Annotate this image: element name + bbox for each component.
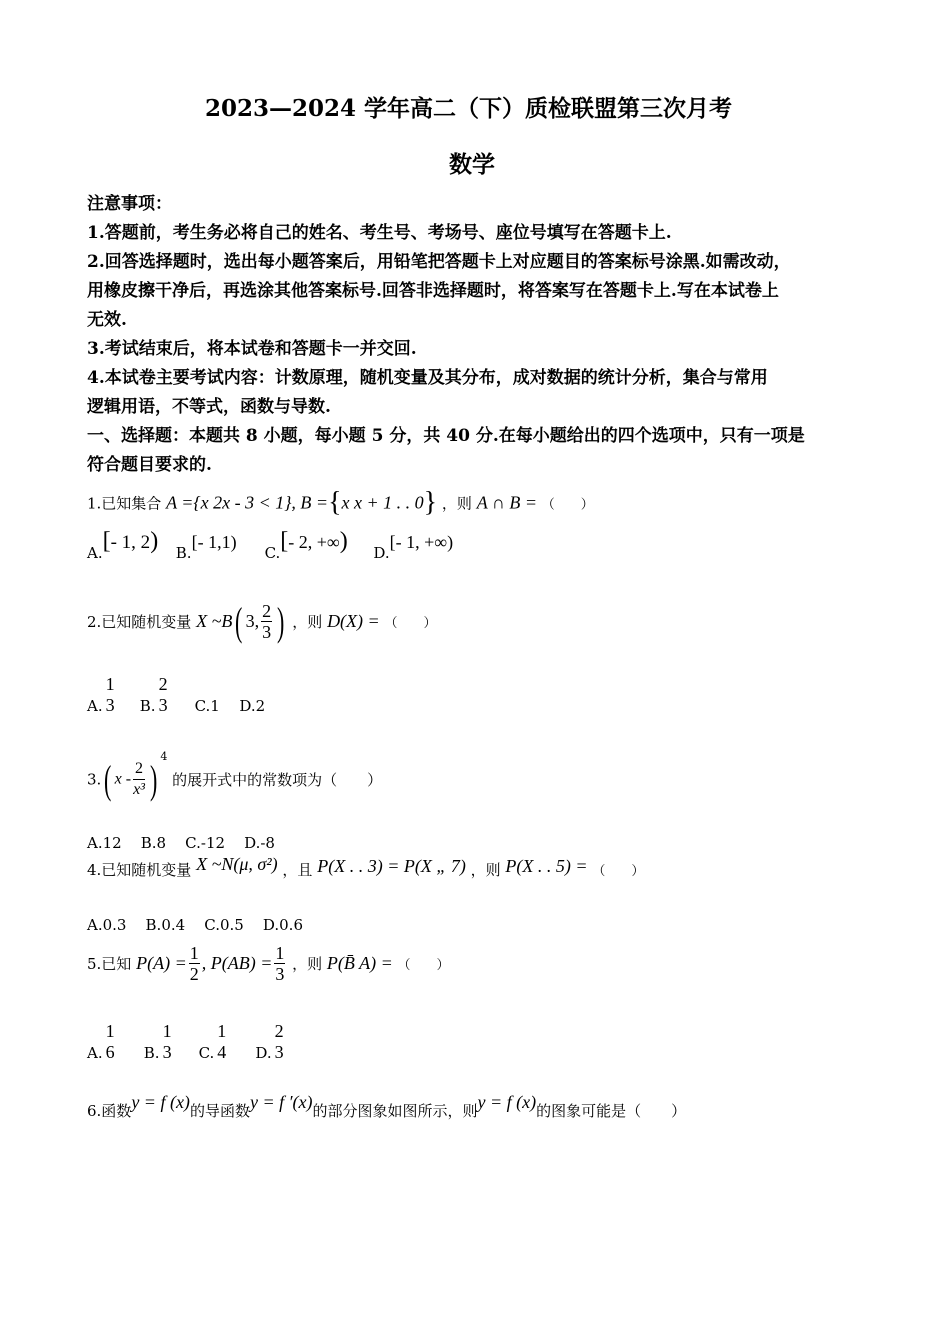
q1-option-a: A.[- 1, 2)	[87, 528, 159, 562]
notice-line: 1.答题前，考生务必将自己的姓名、考生号、考场号、座位号填写在答题卡上.	[87, 223, 672, 243]
q2-arg: 3,	[245, 611, 260, 631]
q3-power: 4	[160, 749, 168, 763]
q1-prefix: 1.已知集合	[87, 494, 162, 513]
section-heading: 一、选择题：本题共 8 小题，每小题 5 分，共 40 分.在每小题给出的四个选项中，只有一项是	[87, 426, 805, 446]
q1-expr: A ∩ B =	[476, 492, 537, 513]
q5-pa-fraction: $\frac{1}{2}$	[189, 943, 199, 984]
q5-option-a: A. 1 6	[87, 1021, 115, 1062]
q2-fraction: $\frac{2}{3}$	[262, 601, 272, 642]
q3-options: A.12 B.8 C.-12 D.-8	[87, 834, 275, 852]
q3-fraction: $\frac{2}{\text{x³}}$	[133, 760, 145, 798]
q6-prefix: 6.函数	[87, 1102, 132, 1120]
q6-t1: 的导函数	[189, 1102, 250, 1120]
q3-prefix: 3.	[87, 770, 102, 789]
q6-fprime: y = f ′(x)	[249, 1092, 313, 1112]
q1-option-c-math: - 2, +∞	[288, 532, 340, 552]
subject-title: 数学	[449, 151, 495, 178]
notice-line: 2.回答选择题时，选出每小题答案后，用铅笔把答题卡上对应题目的答案标号涂黑.如需改动，	[87, 252, 791, 272]
q4-prefix: 4.已知随机变量	[87, 861, 192, 879]
q1-options	[87, 528, 454, 565]
notice-line: 无效.	[87, 310, 127, 330]
q6-t2: 的部分图象如图所示，则	[312, 1102, 478, 1120]
question-6	[87, 1092, 687, 1121]
notice-line: 3.考试结束后，将本试卷和答题卡一并交回.	[87, 339, 417, 359]
q2-option-a: A. 1 3	[87, 674, 115, 715]
q2-expr: X ~B	[196, 611, 233, 631]
option-label: D.	[373, 544, 390, 562]
q4-expr: X ~N(μ, σ²)	[196, 854, 278, 874]
q5-middle: ，则	[292, 955, 323, 973]
q4-ask: P(X . . 5) =	[505, 856, 588, 876]
q5-options	[87, 1021, 287, 1062]
notice-line: 用橡皮擦干净后，再选涂其他答案标号.回答非选择题时，将答案写在答题卡上.写在本试卷上	[87, 281, 779, 301]
q5-option-c: C. 1 4	[198, 1021, 227, 1062]
q5-prefix: 5.已知	[87, 955, 132, 973]
q1-option-d-math: [- 1, +∞)	[389, 532, 454, 552]
q6-f: y = f (x)	[131, 1092, 190, 1112]
q1-option-b-math: [- 1,1)	[191, 532, 237, 552]
question-5	[87, 943, 450, 984]
q2-result: D(X) =	[327, 611, 380, 631]
q4-mid2: ，则	[470, 861, 501, 879]
q1-option-b	[175, 532, 260, 563]
q5-blank: （ ）	[397, 958, 450, 973]
q6-f2: y = f (x)	[477, 1092, 537, 1112]
q5-pab: , P(AB) =	[201, 953, 273, 973]
q2-middle: ，则	[292, 613, 323, 631]
q1-set-b: x x + 1 . . 0	[341, 492, 424, 513]
q2-option-b: B. 2 3	[139, 674, 168, 715]
q1-option-c: C.[- 2, +∞)	[264, 528, 348, 562]
q4-blank: （ ）	[592, 864, 645, 879]
page-title: 2023—2024 学年高二（下）质检联盟第三次月考	[205, 95, 733, 122]
notice-heading: 注意事项：	[87, 194, 172, 214]
q5-ask: P(B̄ A) =	[326, 953, 393, 973]
q1-option-a-math: - 1, 2	[110, 532, 151, 553]
q5-option-b: B. 1 3	[143, 1021, 172, 1062]
question-4	[87, 854, 645, 880]
q2-blank: （ ）	[384, 616, 437, 631]
q5-option-d: D. 2 3	[255, 1021, 284, 1062]
q2-option-c: C.1	[194, 697, 220, 715]
q2-option-d: D.2	[239, 697, 266, 715]
q3-x: x -	[114, 770, 132, 788]
option-label: A.	[87, 544, 103, 562]
q4-mid1: ，且	[282, 861, 313, 879]
q4-cond: P(X . . 3) = P(X „ 7)	[317, 856, 466, 876]
q2-prefix: 2.已知随机变量	[87, 613, 192, 631]
question-2: 2.已知随机变量 X ~B( 3, $\frac{2}{3}$ ) ，则 D(X) = （ ）	[87, 599, 437, 644]
question-1: 1.已知集合 A ={x 2x - 3 < 1}, B ={x x + 1 . . 0} ，则 A ∩ B = （ ）	[87, 487, 594, 518]
q1-option-d	[373, 532, 454, 563]
q1-blank: （ ）	[541, 497, 594, 513]
q6-t3: 的图象可能是（ ）	[536, 1102, 687, 1120]
question-3: 3.( x - $\frac{2}{\text{x³}}$ )$^4$ 的展开式中的常数项为（ ）	[87, 749, 383, 802]
q1-middle: ，则	[441, 494, 472, 513]
option-label: B.	[175, 544, 192, 562]
option-label: C.	[264, 544, 281, 562]
section-heading-cont: 符合题目要求的.	[87, 455, 212, 475]
q3-suffix: 的展开式中的常数项为（ ）	[172, 771, 383, 789]
q2-options	[87, 674, 265, 715]
notice-section	[87, 190, 805, 480]
notice-line: 逻辑用语，不等式，函数与导数.	[87, 397, 331, 417]
q4-options: A.0.3 B.0.4 C.0.5 D.0.6	[87, 916, 303, 934]
q1-set-a: A ={x 2x - 3 < 1}, B =	[166, 492, 329, 513]
notice-line: 4.本试卷主要考试内容：计数原理，随机变量及其分布，成对数据的统计分析，集合与常用	[87, 368, 768, 388]
q5-pab-fraction: $\frac{1}{3}$	[275, 943, 285, 984]
q5-pa: P(A) =	[136, 953, 187, 973]
